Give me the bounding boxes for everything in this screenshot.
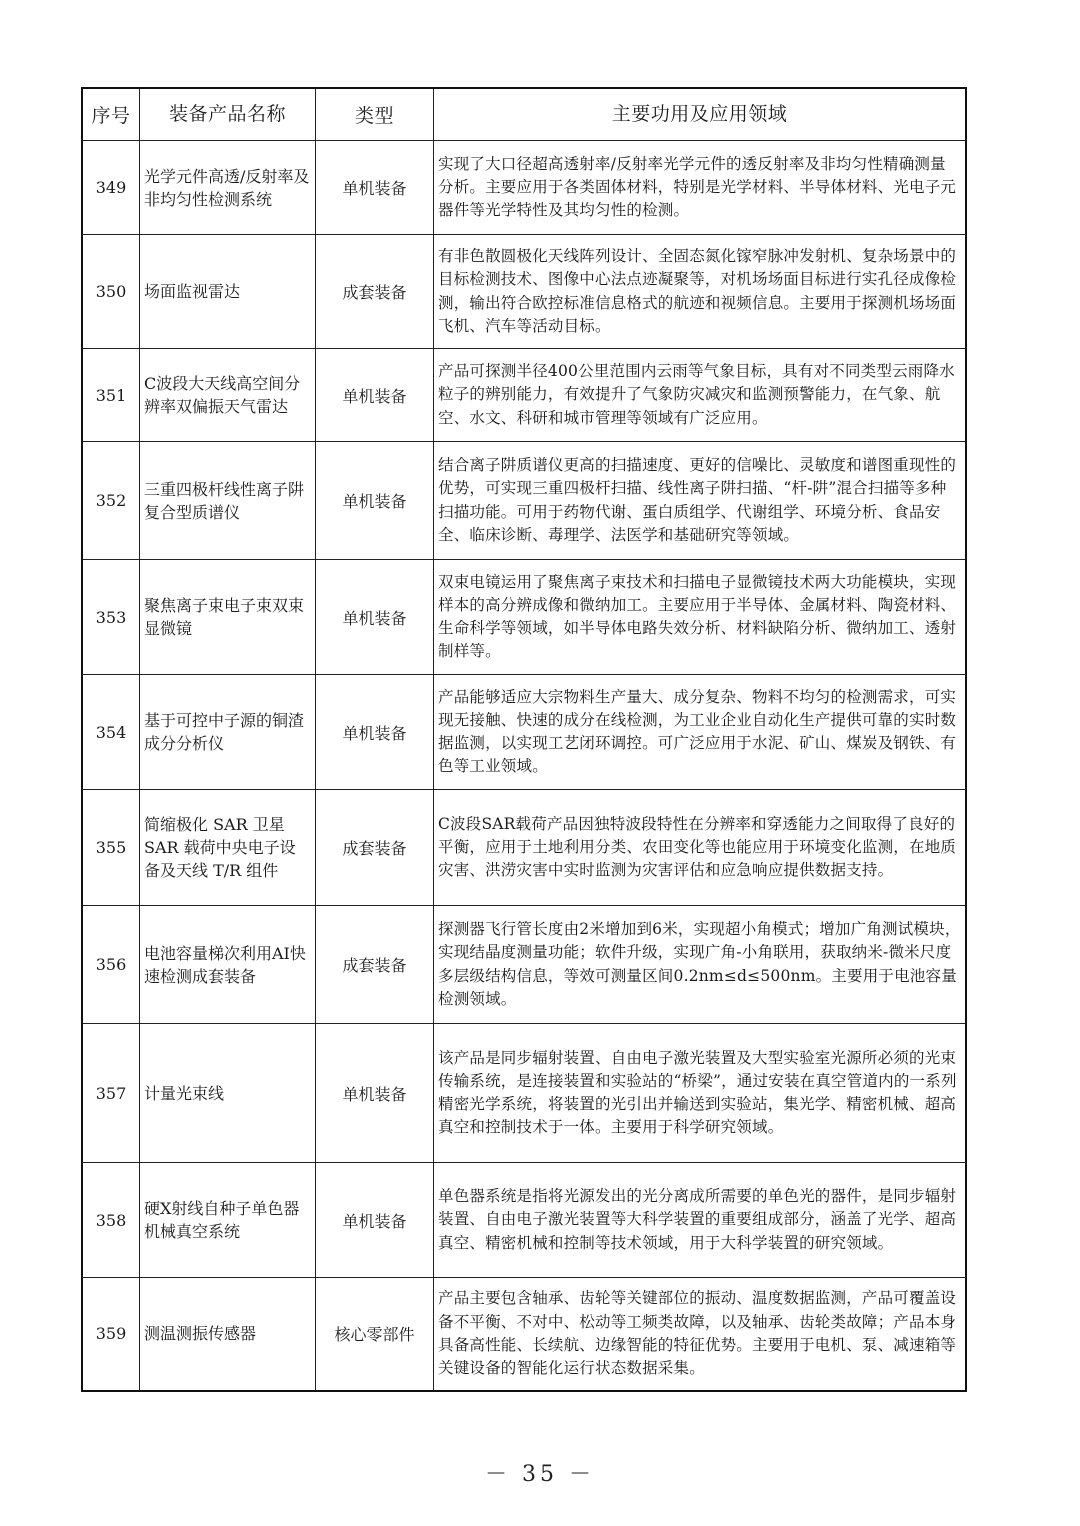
row-product-name: 简缩极化 SAR 卫星 SAR 载荷中央电子设备及天线 T/R 组件 (140, 790, 316, 906)
row-description: 单色器系统是指将光源发出的光分离成所需要的单色光的器件，是同步辐射装置、自由电子激光装置等大科学装置的重要组成部分，涵盖了光学、超高真空、精密机械和控制等技术领域，用于大科学装置的研究领域。 (434, 1163, 967, 1278)
row-serial-number: 359 (82, 1278, 140, 1391)
row-type: 单机装备 (316, 1163, 434, 1278)
row-product-name: 计量光束线 (140, 1024, 316, 1163)
table-row (82, 1278, 966, 1391)
row-product-name: 测温测振传感器 (140, 1278, 316, 1391)
row-type: 成套装备 (316, 235, 434, 349)
row-type: 单机装备 (316, 560, 434, 675)
table-row (82, 349, 966, 442)
table-row (82, 1163, 966, 1278)
row-type: 单机装备 (316, 141, 434, 235)
table-row (82, 442, 966, 560)
row-type: 成套装备 (316, 790, 434, 906)
row-product-name: 硬X射线自种子单色器机械真空系统 (140, 1163, 316, 1278)
row-type: 单机装备 (316, 1024, 434, 1163)
table-row (82, 235, 966, 349)
row-serial-number: 352 (82, 442, 140, 560)
row-serial-number: 354 (82, 675, 140, 790)
row-description: 有非色散圆极化天线阵列设计、全固态氮化镓窄脉冲发射机、复杂场景中的目标检测技术、图像中心法点迹凝聚等，对机场场面目标进行实孔径成像检测，输出符合欧控标准信息格式的航迹和视频信息。主要用于探测机场场面飞机、汽车等活动目标。 (434, 235, 967, 349)
row-serial-number: 356 (82, 906, 140, 1024)
table-row (82, 560, 966, 675)
row-type: 单机装备 (316, 442, 434, 560)
table-row (82, 790, 966, 906)
row-product-name: 光学元件高透/反射率及非均匀性检测系统 (140, 141, 316, 235)
row-description: 探测器飞行管长度由2米增加到6米，实现超小角模式；增加广角测试模块，实现结晶度测量功能；软件升级，实现广角-小角联用，获取纳米-微米尺度多层级结构信息，等效可测量区间0.2nm≤d≤500nm。主要用于电池容量检测领域。 (434, 906, 967, 1024)
header-description: 主要功用及应用领域 (434, 88, 967, 141)
row-description: 产品可探测半径400公里范围内云雨等气象目标，具有对不同类型云雨降水粒子的辨别能力，有效提升了气象防灾减灾和监测预警能力，在气象、航空、水文、科研和城市管理等领域有广泛应用。 (434, 349, 967, 442)
header-product-name: 装备产品名称 (140, 88, 316, 141)
row-description: 产品主要包含轴承、齿轮等关键部位的振动、温度数据监测，产品可覆盖设备不平衡、不对中、松动等工频类故障，以及轴承、齿轮类故障；产品本身具备高性能、长续航、边缘智能的特征优势。主要用于电机、泵、减速箱等关键设备的智能化运行状态数据采集。 (434, 1278, 967, 1391)
row-product-name: 电池容量梯次利用AI快速检测成套装备 (140, 906, 316, 1024)
row-type: 成套装备 (316, 906, 434, 1024)
row-serial-number: 358 (82, 1163, 140, 1278)
row-type: 单机装备 (316, 349, 434, 442)
row-description: 产品能够适应大宗物料生产量大、成分复杂、物料不均匀的检测需求，可实现无接触、快速的成分在线检测，为工业企业自动化生产提供可靠的实时数据监测，以实现工艺闭环调控。可广泛应用于水泥、矿山、煤炭及钢铁、有色等工业领域。 (434, 675, 967, 790)
table-row (82, 906, 966, 1024)
header-type: 类型 (316, 88, 434, 141)
page-number: － 35 － (485, 1462, 595, 1487)
row-serial-number: 349 (82, 141, 140, 235)
row-serial-number: 350 (82, 235, 140, 349)
row-serial-number: 353 (82, 560, 140, 675)
row-serial-number: 355 (82, 790, 140, 906)
table-row (82, 141, 966, 235)
table-row (82, 1024, 966, 1163)
row-description: 该产品是同步辐射装置、自由电子激光装置及大型实验室光源所必须的光束传输系统，是连接装置和实验站的“桥梁”，通过安装在真空管道内的一系列精密光学系统，将装置的光引出并输送到实验站，集光学、精密机械、超高真空和控制技术于一体。主要用于科学研究领域。 (434, 1024, 967, 1163)
row-type: 单机装备 (316, 675, 434, 790)
row-description: 结合离子阱质谱仪更高的扫描速度、更好的信噪比、灵敏度和谱图重现性的优势，可实现三重四极杆扫描、线性离子阱扫描、“杆-阱”混合扫描等多种扫描功能。可用于药物代谢、蛋白质组学、代谢组学、环境分析、食品安全、临床诊断、毒理学、法医学和基础研究等领域。 (434, 442, 967, 560)
row-type: 核心零部件 (316, 1278, 434, 1391)
row-product-name: C波段大天线高空间分辨率双偏振天气雷达 (140, 349, 316, 442)
header-serial-number: 序号 (82, 88, 140, 141)
row-product-name: 三重四极杆线性离子阱复合型质谱仪 (140, 442, 316, 560)
table-row (82, 675, 966, 790)
table-header-row (82, 88, 966, 141)
row-product-name: 基于可控中子源的铜渣成分分析仪 (140, 675, 316, 790)
row-description: C波段SAR载荷产品因独特波段特性在分辨率和穿透能力之间取得了良好的平衡，应用于土地利用分类、农田变化等也能应用于环境变化监测，在地质灾害、洪涝灾害中实时监测为灾害评估和应急响应提供数据支持。 (434, 790, 967, 906)
row-product-name: 聚焦离子束电子束双束显微镜 (140, 560, 316, 675)
row-serial-number: 351 (82, 349, 140, 442)
row-serial-number: 357 (82, 1024, 140, 1163)
row-product-name: 场面监视雷达 (140, 235, 316, 349)
row-description: 实现了大口径超高透射率/反射率光学元件的透反射率及非均匀性精确测量分析。主要应用于各类固体材料，特别是光学材料、半导体材料、光电子元器件等光学特性及其均匀性的检测。 (434, 141, 967, 235)
equipment-table (81, 87, 967, 1392)
row-description: 双束电镜运用了聚焦离子束技术和扫描电子显微镜技术两大功能模块，实现样本的高分辨成像和微纳加工。主要应用于半导体、金属材料、陶瓷材料、生命科学等领域，如半导体电路失效分析、材料缺陷分析、微纳加工、透射制样等。 (434, 560, 967, 675)
